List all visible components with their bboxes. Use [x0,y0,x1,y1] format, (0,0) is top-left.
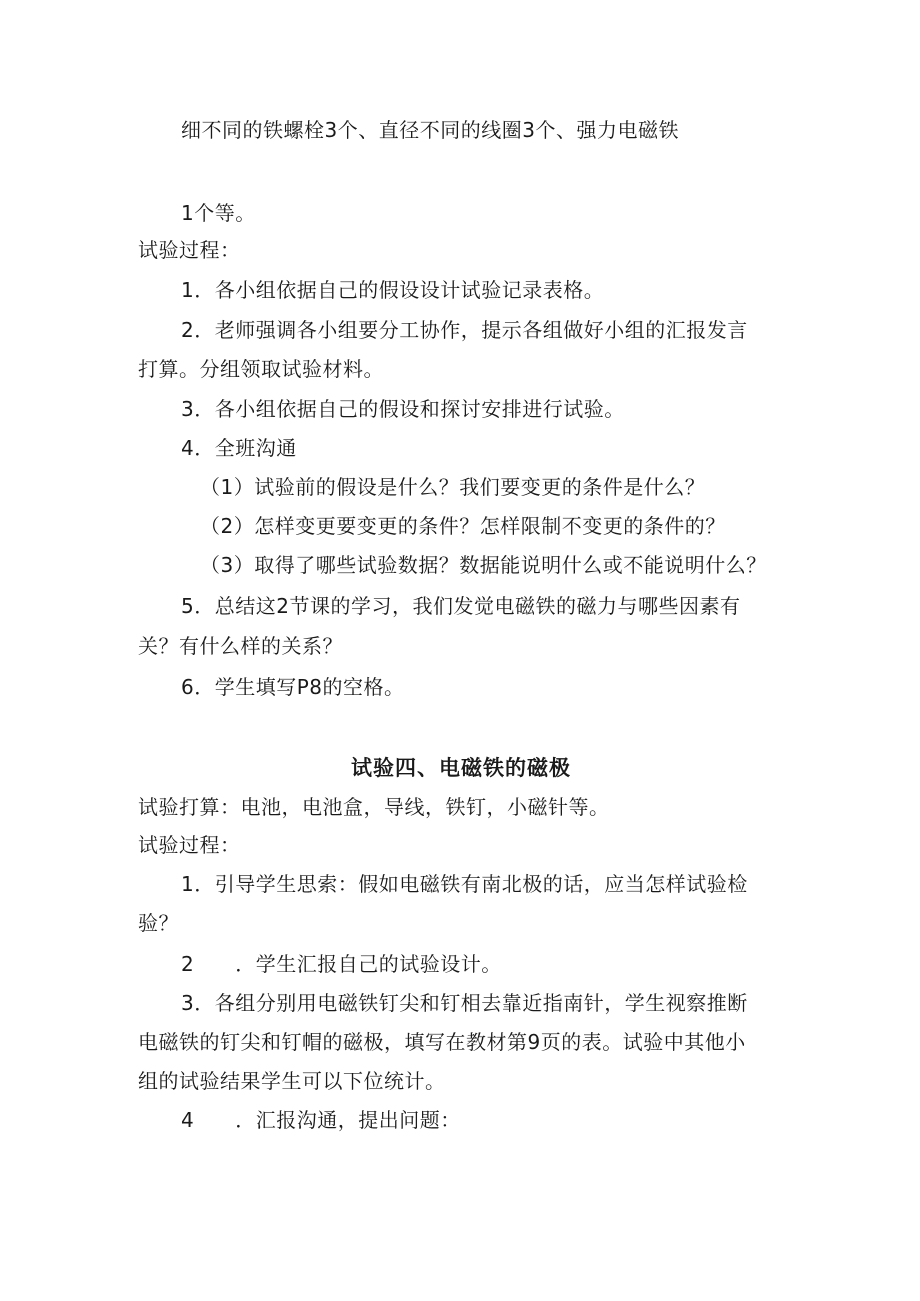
s2-step-3-line-3: 组的试验结果学生可以下位统计。 [138,1069,446,1093]
step-4: 4．全班沟通 [181,436,297,460]
s2-step-4: 4 ．汇报沟通，提出问题： [181,1108,461,1132]
step-4-sub-3: （3）取得了哪些试验数据？数据能说明什么或不能说明什么？ [200,553,767,577]
step-4-sub-1: （1）试验前的假设是什么？我们要变更的条件是什么？ [200,475,706,499]
process-label-2: 试验过程： [138,833,241,857]
process-label: 试验过程： [138,238,241,262]
step-2-line-2: 打算。分组领取试验材料。 [138,357,384,381]
step-2-line-1: 2．老师强调各小组要分工协作，提示各组做好小组的汇报发言 [181,318,748,342]
s2-step-1-line-2: 验？ [138,911,179,935]
materials-line-2: 1个等。 [181,201,256,225]
step-5-line-1: 5．总结这2节课的学习，我们发觉电磁铁的磁力与哪些因素有 [181,594,741,618]
step-6: 6．学生填写P8的空格。 [181,675,405,699]
step-1: 1．各小组依据自己的假设设计试验记录表格。 [181,278,605,302]
materials-line-1: 细不同的铁螺栓3个、直径不同的线圈3个、强力电磁铁 [181,118,679,142]
step-3: 3．各小组依据自己的假设和探讨安排进行试验。 [181,397,625,421]
step-5-line-2: 关？有什么样的关系？ [138,634,343,658]
experiment-plan: 试验打算：电池，电池盒，导线，铁钉，小磁针等。 [138,795,610,819]
s2-step-1-line-1: 1．引导学生思索：假如电磁铁有南北极的话，应当怎样试验检 [181,872,748,896]
s2-step-3-line-1: 3．各组分别用电磁铁钉尖和钉相去靠近指南针，学生视察推断 [181,991,748,1015]
section-title: 试验四、电磁铁的磁极 [351,756,571,780]
s2-step-2: 2 ．学生汇报自己的试验设计。 [181,952,502,976]
step-4-sub-2: （2）怎样变更要变更的条件？怎样限制不变更的条件的？ [200,514,726,538]
s2-step-3-line-2: 电磁铁的钉尖和钉帽的磁极，填写在教材第9页的表。试验中其他小 [138,1030,746,1054]
